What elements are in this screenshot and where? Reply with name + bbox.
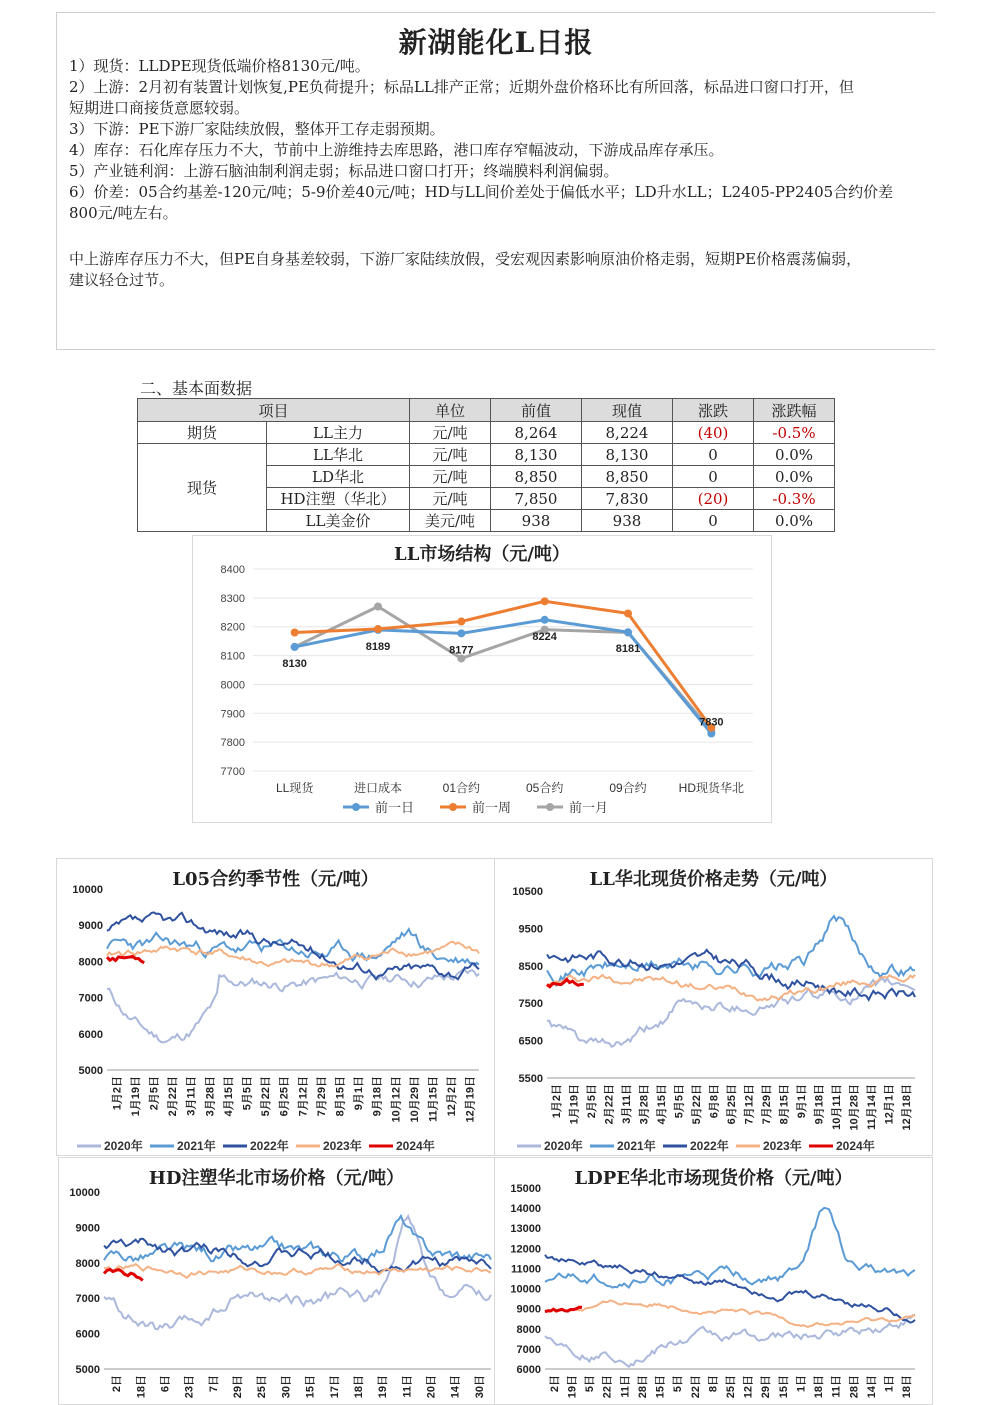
ldpe-north-chart — [494, 1157, 933, 1405]
y-tick-label: 10500 — [512, 886, 543, 898]
data-label: 8181 — [615, 643, 641, 656]
legend-marker — [449, 803, 457, 811]
x-tick-label: 12日 — [742, 1375, 755, 1399]
data-label: 7830 — [699, 716, 724, 729]
x-tick-label: 29日 — [760, 1375, 773, 1399]
series-point — [291, 628, 299, 636]
cell-unit: 美元/吨 — [410, 510, 491, 532]
chart-title: L05合约季节性（元/吨） — [172, 869, 379, 890]
cell-chg: 0 — [673, 444, 754, 466]
x-tick-label: 6月25日 — [726, 1084, 738, 1125]
cell-unit: 元/吨 — [410, 488, 491, 510]
x-tick-label: 5月5日 — [241, 1076, 254, 1111]
y-tick-label: 8200 — [220, 621, 245, 634]
y-tick-label: 10000 — [510, 1283, 541, 1296]
cell-pct: 0.0% — [754, 444, 835, 466]
x-tick-label: 12月2日 — [446, 1076, 459, 1117]
x-tick-label: 8月15日 — [778, 1084, 791, 1125]
x-tick-label: 12月18日 — [901, 1084, 914, 1131]
x-tick-label: 09合约 — [609, 781, 647, 795]
l05-seasonality-svg — [57, 859, 494, 1155]
x-tick-label: 1日 — [883, 1375, 896, 1393]
x-tick-label: 5月22日 — [260, 1076, 273, 1117]
y-tick-label: 11000 — [511, 1263, 541, 1276]
data-label: 8224 — [532, 630, 557, 643]
x-tick-label: 23日 — [183, 1375, 196, 1399]
series-point — [457, 629, 465, 637]
cell-cur: 938 — [582, 510, 673, 532]
y-tick-label: 8500 — [518, 960, 543, 973]
y-tick-label: 12000 — [510, 1243, 541, 1256]
cell-prev: 938 — [491, 510, 582, 532]
y-tick-label: 6000 — [75, 1328, 100, 1341]
cell-chg: (40) — [673, 422, 754, 444]
x-tick-label: 29日 — [232, 1375, 245, 1399]
cell-cur: 7,830 — [582, 488, 673, 510]
legend-marker — [546, 803, 554, 811]
cell-item: HD注塑（华北） — [267, 488, 410, 510]
series-line — [545, 1300, 915, 1327]
x-tick-label: 1月19日 — [129, 1076, 142, 1117]
x-tick-label: 15日 — [654, 1375, 667, 1399]
point-line: 5）产业链利润：上游石脑油制利润走弱；标品进口窗口打开；终端膜料利润偏弱。 — [69, 162, 619, 180]
y-tick-label: 9000 — [75, 1222, 100, 1235]
cell-item: LL华北 — [267, 444, 410, 466]
series-line — [545, 1315, 915, 1367]
x-tick-label: 01合约 — [442, 781, 481, 795]
x-tick-label: 30日 — [280, 1375, 293, 1399]
point-line: 4）库存：石化库存压力不大，节前中上游维持去库思路，港口库存窄幅波动，下游成品库存承压。 — [69, 141, 724, 159]
x-tick-label: 7月29日 — [315, 1076, 328, 1117]
series-point — [541, 597, 549, 605]
cell-unit: 元/吨 — [410, 466, 491, 488]
x-tick-label: 2日 — [548, 1375, 561, 1393]
x-tick-label: 14日 — [865, 1375, 878, 1399]
cell-cur: 8,850 — [582, 466, 673, 488]
y-tick-label: 7500 — [518, 998, 543, 1011]
summary-line: 中上游库存压力不大，但PE自身基差较弱，下游厂家陆续放假，受宏观因素影响原油价格走弱，短期PE价格震荡偏弱， — [69, 250, 862, 268]
series-line — [104, 1216, 491, 1263]
x-tick-label: 3月11日 — [620, 1084, 633, 1124]
x-tick-label: 12月1日 — [883, 1084, 896, 1125]
x-tick-label: 10月28日 — [848, 1084, 861, 1131]
x-tick-label: 18日 — [813, 1375, 826, 1399]
summary — [69, 249, 929, 291]
x-tick-label: 28日 — [636, 1375, 649, 1399]
cell-unit: 元/吨 — [410, 422, 491, 444]
x-tick-label: 3月11日 — [185, 1076, 198, 1116]
series-line — [545, 1208, 915, 1288]
legend-label: 2021年 — [177, 1139, 216, 1153]
hd-injection-svg — [59, 1158, 494, 1404]
series-point — [291, 643, 299, 651]
x-tick-label: 18日 — [135, 1375, 148, 1399]
report-title: 新湖能化L日报 — [398, 26, 594, 59]
points-list — [69, 56, 929, 224]
cell-chg: 0 — [673, 510, 754, 532]
x-tick-label: 1月2日 — [111, 1076, 124, 1111]
fundamentals-table — [137, 398, 835, 532]
y-tick-label: 7900 — [220, 708, 245, 721]
y-tick-label: 7000 — [78, 992, 103, 1005]
x-tick-label: 11日 — [830, 1375, 843, 1398]
x-tick-label: 11月15日 — [427, 1076, 440, 1122]
y-tick-label: 5000 — [75, 1364, 100, 1376]
x-tick-label: 05合约 — [525, 781, 564, 795]
x-tick-label: 6月25日 — [278, 1076, 291, 1117]
header-chg: 涨跌 — [673, 399, 754, 422]
x-tick-label: 1日 — [795, 1375, 808, 1393]
header-unit: 单位 — [410, 399, 491, 422]
series-point — [374, 625, 382, 633]
x-tick-label: 4月15日 — [222, 1076, 235, 1117]
x-tick-label: 1月2日 — [550, 1084, 563, 1119]
series-point — [457, 618, 465, 626]
ll-north-spot-svg — [495, 859, 932, 1155]
y-tick-label: 6000 — [78, 1028, 103, 1041]
y-tick-label: 14000 — [510, 1203, 541, 1216]
cell-chg: (20) — [673, 488, 754, 510]
x-tick-label: 7日 — [207, 1375, 220, 1393]
group-futures: 期货 — [138, 422, 267, 444]
ll-north-spot-chart — [494, 858, 933, 1156]
cell-item: LL美金价 — [267, 510, 410, 532]
legend-label: 2020年 — [104, 1139, 143, 1153]
point-line: 3）下游：PE下游厂家陆续放假，整体开工存走弱预期。 — [69, 120, 445, 138]
x-tick-label: LL现货 — [275, 781, 314, 795]
x-tick-label: 9月1日 — [353, 1076, 366, 1111]
header-pct: 涨跌幅 — [754, 399, 835, 422]
x-tick-label: 2月5日 — [585, 1084, 598, 1119]
x-tick-label: 2月5日 — [148, 1076, 161, 1111]
x-tick-label: 18日 — [352, 1375, 365, 1399]
legend-label: 前一日 — [375, 800, 415, 815]
x-tick-label: 8月15日 — [334, 1076, 347, 1117]
y-tick-label: 10000 — [69, 1187, 100, 1199]
cell-chg: 0 — [673, 466, 754, 488]
x-tick-label: 25日 — [256, 1375, 269, 1399]
x-tick-label: 19日 — [377, 1375, 390, 1399]
header-prev: 前值 — [491, 399, 582, 422]
y-tick-label: 5000 — [78, 1065, 103, 1077]
x-tick-label: 5月22日 — [690, 1084, 703, 1125]
y-tick-label: 15000 — [510, 1183, 541, 1195]
y-tick-label: 6500 — [518, 1035, 543, 1048]
x-tick-label: 1月19日 — [568, 1084, 581, 1125]
y-tick-label: 8100 — [220, 650, 245, 663]
legend-label: 2023年 — [763, 1139, 802, 1153]
summary-line: 建议轻仓过节。 — [69, 271, 175, 289]
market-structure-svg — [193, 536, 771, 822]
cell-prev: 7,850 — [491, 488, 582, 510]
y-tick-label: 8400 — [220, 564, 245, 576]
legend-label: 前一周 — [472, 800, 512, 815]
x-tick-label: 10月29日 — [408, 1076, 421, 1123]
series-line — [547, 975, 915, 1001]
y-tick-label: 13000 — [510, 1223, 541, 1236]
series-line-前一日 — [295, 620, 712, 734]
x-tick-label: 15日 — [777, 1375, 790, 1399]
y-tick-label: 7000 — [516, 1343, 541, 1356]
x-tick-label: 11日 — [619, 1375, 632, 1398]
x-tick-label: 25日 — [725, 1375, 737, 1399]
x-tick-label: 进口成本 — [353, 781, 403, 795]
section-title: 二、基本面数据 — [140, 379, 253, 398]
series-line — [104, 1216, 491, 1329]
cell-cur: 8,130 — [582, 444, 673, 466]
x-tick-label: 6日 — [159, 1375, 172, 1393]
x-tick-label: 4月15日 — [655, 1084, 668, 1125]
legend-label: 2021年 — [617, 1139, 656, 1153]
data-label: 8189 — [365, 640, 391, 653]
chart-title: LDPE华北市场现货价格（元/吨） — [574, 1168, 853, 1189]
y-tick-label: 7700 — [220, 766, 245, 778]
market-structure-chart — [192, 535, 772, 823]
y-tick-label: 8000 — [75, 1257, 100, 1270]
x-tick-label: 7月29日 — [761, 1084, 774, 1125]
x-tick-label: 2月22日 — [603, 1084, 616, 1125]
x-tick-label: 10月12日 — [390, 1076, 403, 1123]
point-line: 2）上游：2月初有装置计划恢复,PE负荷提升；标品LL排产正常；近期外盘价格环比有所回落，标品进口窗口打开，但 — [69, 78, 854, 96]
point-line: 1）现货：LLDPE现货低端价格8130元/吨。 — [69, 57, 370, 75]
header-item: 项目 — [138, 399, 410, 422]
x-tick-label: 10月11日 — [831, 1084, 844, 1130]
x-tick-label: 11日 — [401, 1375, 414, 1398]
y-tick-label: 8000 — [78, 956, 103, 969]
table-header-row — [138, 399, 835, 422]
chart-title: LL华北现货价格走势（元/吨） — [589, 869, 838, 890]
table-row — [138, 444, 835, 466]
y-tick-label: 10000 — [72, 884, 103, 896]
legend-label: 2022年 — [250, 1139, 289, 1153]
series-line — [545, 1307, 582, 1312]
x-tick-label: 17日 — [328, 1375, 341, 1399]
cell-item: LL主力 — [267, 422, 410, 444]
data-label: 8130 — [282, 657, 307, 670]
x-tick-label: 9月18日 — [371, 1076, 384, 1117]
y-tick-label: 8000 — [220, 679, 245, 692]
series-line — [107, 970, 479, 1043]
cell-prev: 8,130 — [491, 444, 582, 466]
x-tick-label: 22日 — [601, 1375, 614, 1399]
legend-marker — [352, 803, 360, 811]
legend-label: 2023年 — [323, 1139, 362, 1153]
chart-title: LL市场结构（元/吨） — [394, 544, 570, 565]
series-line — [545, 1255, 915, 1323]
x-tick-label: 7月12日 — [297, 1076, 310, 1117]
x-tick-label: 18日 — [901, 1375, 914, 1399]
series-point — [374, 603, 382, 611]
x-tick-label: 5日 — [672, 1375, 685, 1393]
y-tick-label: 7000 — [75, 1293, 100, 1306]
x-tick-label: 3月28日 — [638, 1084, 651, 1125]
cell-item: LD华北 — [267, 466, 410, 488]
series-point — [624, 628, 632, 636]
legend-label: 2024年 — [836, 1139, 875, 1153]
series-line — [104, 1270, 143, 1281]
x-tick-label: 5日 — [584, 1375, 597, 1393]
point-line: 短期进口商接货意愿较弱。 — [69, 99, 250, 117]
x-tick-label: 19日 — [566, 1375, 579, 1399]
commentary-box — [56, 12, 935, 350]
y-tick-label: 9500 — [518, 923, 543, 936]
x-tick-label: 14日 — [449, 1375, 462, 1399]
y-tick-label: 6000 — [516, 1364, 541, 1376]
chart-title: HD注塑华北市场价格（元/吨） — [148, 1168, 405, 1189]
point-line: 800元/吨左右。 — [69, 204, 178, 222]
hd-injection-chart — [58, 1157, 495, 1405]
cell-pct: 0.0% — [754, 466, 835, 488]
cell-unit: 元/吨 — [410, 444, 491, 466]
cell-cur: 8,224 — [582, 422, 673, 444]
series-point — [541, 616, 549, 624]
l05-seasonality-chart — [56, 858, 495, 1156]
x-tick-label: 20日 — [425, 1375, 438, 1399]
header-cur: 现值 — [582, 399, 673, 422]
group-spot: 现货 — [138, 444, 267, 532]
legend-label: 2022年 — [690, 1139, 729, 1153]
legend-label: 2020年 — [544, 1139, 583, 1153]
cell-prev: 8,264 — [491, 422, 582, 444]
cell-prev: 8,850 — [491, 466, 582, 488]
x-tick-label: 6月8日 — [708, 1084, 721, 1119]
x-tick-label: 30日 — [473, 1375, 486, 1399]
cell-pct: -0.5% — [754, 422, 835, 444]
x-tick-label: 22日 — [689, 1375, 702, 1399]
point-line: 6）价差：05合约基差-120元/吨；5-9价差40元/吨；HD与LL间价差处于偏低水平；LD升水LL；L2405-PP2405合约价差 — [69, 183, 894, 201]
y-tick-label: 5500 — [518, 1073, 543, 1085]
x-tick-label: 28日 — [848, 1375, 861, 1399]
x-tick-label: 7月12日 — [743, 1084, 756, 1125]
data-label: 8177 — [449, 644, 474, 657]
x-tick-label: 2日 — [111, 1375, 124, 1393]
y-tick-label: 8300 — [220, 592, 245, 605]
table-row — [138, 422, 835, 444]
series-line-前一周 — [295, 601, 712, 727]
x-tick-label: 12月19日 — [464, 1076, 477, 1123]
x-tick-label: 8日 — [707, 1375, 720, 1393]
x-tick-label: 5月5日 — [673, 1084, 686, 1119]
x-tick-label: 11月14日 — [866, 1084, 879, 1130]
y-tick-label: 8000 — [516, 1323, 541, 1336]
x-tick-label: 9月18日 — [813, 1084, 826, 1125]
legend-label: 前一月 — [569, 800, 609, 815]
y-tick-label: 9000 — [78, 920, 103, 933]
x-tick-label: 9月1日 — [796, 1084, 809, 1119]
series-point — [624, 609, 632, 617]
y-tick-label: 9000 — [516, 1303, 541, 1316]
x-tick-label: 2月22日 — [167, 1076, 180, 1117]
legend-label: 2024年 — [396, 1139, 435, 1153]
cell-pct: -0.3% — [754, 488, 835, 510]
x-tick-label: 15日 — [304, 1375, 317, 1399]
x-tick-label: 3月28日 — [204, 1076, 217, 1117]
x-tick-label: HD现货华北 — [678, 781, 745, 795]
cell-pct: 0.0% — [754, 510, 835, 532]
series-line — [107, 956, 144, 962]
ldpe-north-svg — [495, 1158, 932, 1404]
y-tick-label: 7800 — [220, 737, 245, 750]
